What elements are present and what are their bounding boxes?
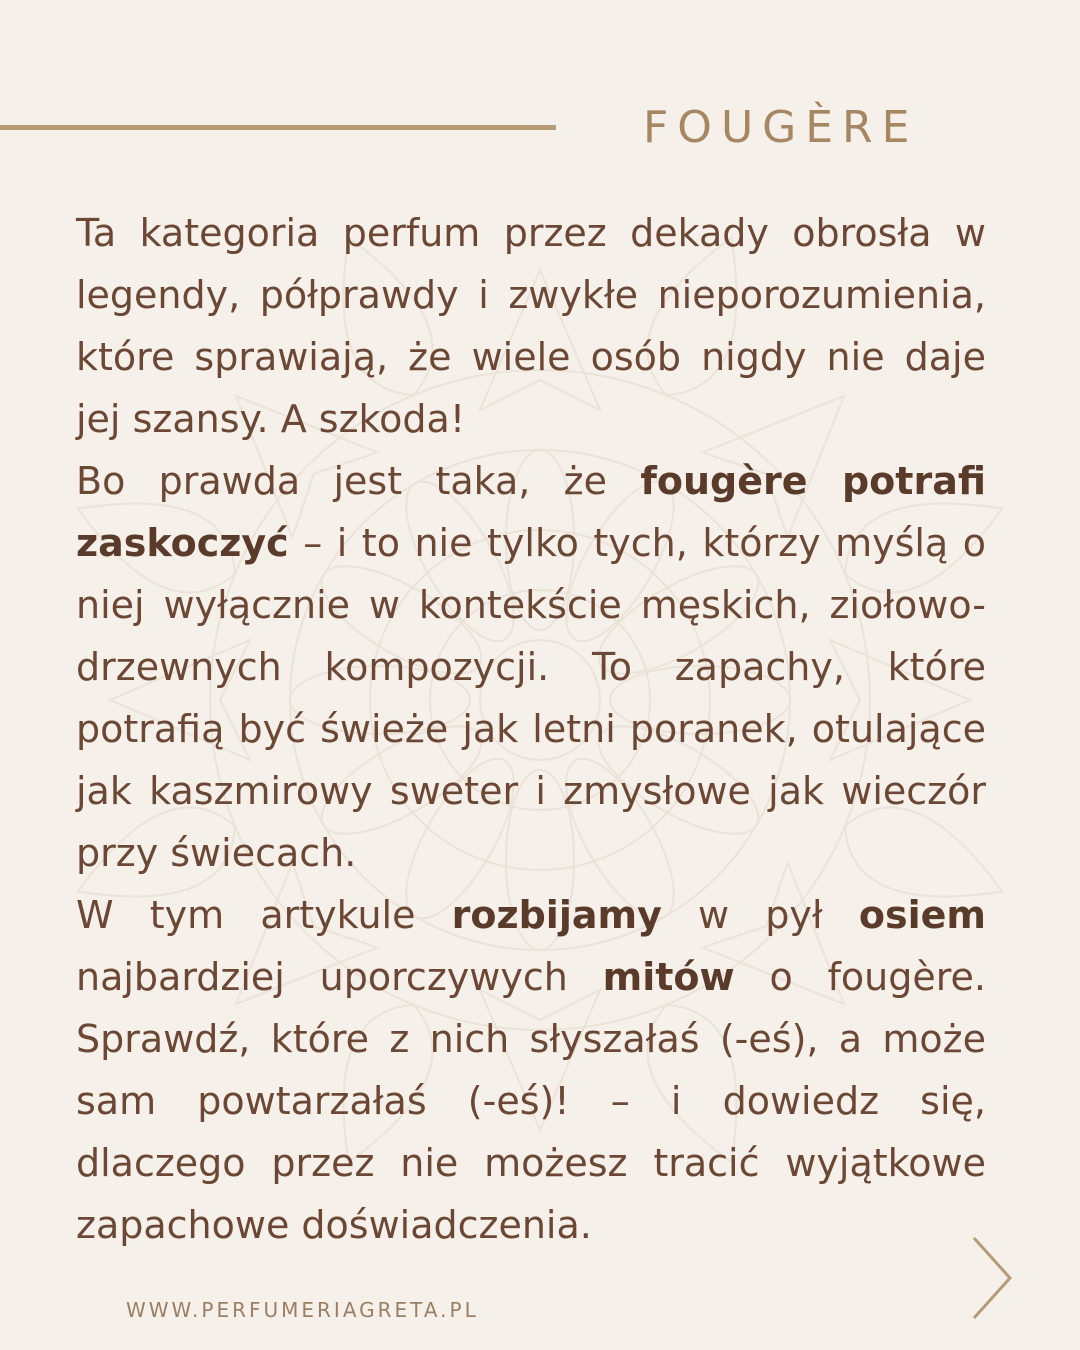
article-body [76, 202, 986, 1256]
chevron-right-icon[interactable] [960, 1232, 1020, 1322]
emphasis-text: rozbijamy [451, 893, 662, 937]
emphasis-text: mitów [602, 955, 735, 999]
text-run: Bo prawda jest taka, że [76, 459, 641, 503]
intro-paragraph: Ta kategoria perfum przez dekady obrosła w legendy, półprawdy i zwykłe nieporozumienia, które sprawiają, że wiele osób nigdy nie daje jej szansy. A szkoda! [76, 211, 986, 441]
emphasis-text: osiem [858, 893, 986, 937]
text-run: w pył [661, 893, 859, 937]
header-divider [0, 125, 556, 130]
emphasis-text: fougère potrafi zaskoczyć [76, 459, 987, 565]
section-title: FOUGÈRE [643, 102, 919, 153]
third-paragraph [76, 884, 986, 1256]
text-run: W tym artykule [76, 893, 452, 937]
website-url: WWW.PERFUMERIAGRETA.PL [126, 1298, 479, 1322]
second-paragraph [76, 450, 986, 884]
text-run: – i to nie tylko tych, którzy myślą o niej wyłącznie w kontekście męskich, ziołowo-drzewnych kompozycji. To zapachy, które potrafią być świeże jak letni poranek, otulające jak kaszmirowy sweter i zmysłowe jak wieczór przy świecach. [76, 521, 986, 875]
text-run: najbardziej uporczywych [76, 955, 603, 999]
text-run: o fougère. Sprawdź, które z nich słyszałaś (-eś), a może sam powtarzałaś (-eś)! – i dowiedz się, dlaczego przez nie możesz tracić wyjątkowe zapachowe doświadczenia. [76, 955, 986, 1247]
